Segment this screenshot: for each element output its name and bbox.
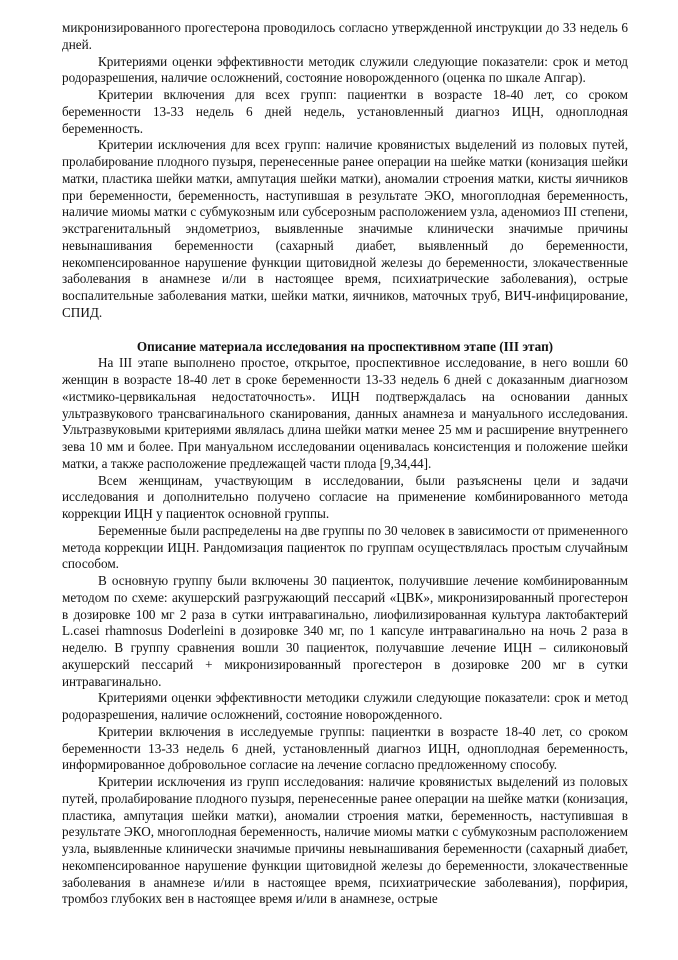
- paragraph-exclusion-criteria: Критерии исключения для всех групп: наличие кровянистых выделений из половых путей, пролабирование плодного пузыря, перенесенные ранее операции на шейке матки (конизация шейки матки, пластика шейки матки, ампутация шейки матки), аномалии строения матки, кисты яичников при беременности, беременность, наступившая в результате ЭКО, многоплодная беременность, наличие миомы матки с субмукозным или субсерозным расположением узла, аденомиоз III степени, экстрагенитальный эндометриоз, выявленные значимые клинически значимые причины невынашивания беременности (сахарный диабет, выявленный до беременности, некомпенсированное нарушение функции щитовидной железы до беременности, злокачественные заболевания в анамнезе и/ли в настоящее время, психиатрические заболевания), острые воспалительные заболевания матки, шейки матки, яичников, маточных труб, ВИЧ-инфицирование, СПИД.: [62, 137, 628, 320]
- paragraph-consent: Всем женщинам, участвующим в исследовании, были разъяснены цели и задачи исследования и дополнительно получено согласие на применение комбинированного метода коррекции ИЦН у пациенток основной группы.: [62, 472, 628, 521]
- paragraph-groups: В основную группу были включены 30 пациенток, получившие лечение комбинированным методом по схеме: акушерский разгружающий пессарий «ЦВК», микронизированный прогестерон в дозировке 100 мг 2 раза в сутки интравагинально, лиофилизированная культура лактобактерий L.casei rhamnosus Doderleini в дозировке 340 мг, по 1 капсуле интравагинально на ночь 2 раза в неделю. В группу сравнения вошли 30 пациенток, получавшие лечение ИЦН – силиконовый акушерский пессарий + микронизированный прогестерон в дозировке 200 мг в сутки интравагинально.: [62, 573, 628, 689]
- paragraph-method-evaluation: Критериями оценки эффективности методики служили следующие показатели: срок и метод родоразрешения, наличие осложнений, состояние новорожденного.: [62, 690, 628, 722]
- paragraph-continuation: микронизированного прогестерона проводилось согласно утвержденной инструкции до 33 недель 6 дней.: [62, 20, 628, 52]
- paragraph-randomization: Беременные были распределены на две группы по 30 человек в зависимости от примененного метода коррекции ИЦН. Рандомизация пациенток по группам осуществлялась простым случайным способом.: [62, 522, 628, 572]
- paragraph-study-description: На III этапе выполнено простое, открытое, проспективное исследование, в него вошли 60 женщин в возрасте 18-40 лет в сроке беременности 13-33 недель 6 дней с доказанным диагнозом «истмико-цервикальная недостаточность». ИЦН подтверждалась на основании данных ультразвукового трансвагинального сканирования, данных анамнеза и мануального исследования. Ультразвуковыми критериями являлась длина шейки матки менее 25 мм и расширение внутреннего зева 10 мм и более. При мануальном исследовании оценивалась консистенция и положение шейки матки, а также расположение предлежащей части плода [9,34,44].: [62, 355, 628, 471]
- paragraph-inclusion-criteria: Критерии включения для всех групп: пациентки в возрасте 18-40 лет, со сроком беременности 13-33 недель 6 дней недель, установленный диагноз ИЦН, одноплодная беременность.: [62, 87, 628, 136]
- paragraph-group-exclusion: Критерии исключения из групп исследования: наличие кровянистых выделений из половых путей, пролабирование плодного пузыря, перенесенные ранее операции на шейке матки (конизация, пластика, ампутация шейки матки), аномалии строения матки, беременность, наступившая в результате ЭКО, многоплодная беременность, наличие миомы матки с субмукозным расположением узла, выявленные клинически значимые причины невынашивания беременности (сахарный диабет, некомпенсированное нарушение функции щитовидной железы до беременности, злокачественные заболевания в анамнезе и/или в настоящее время, психиатрические заболевания), порфирия, тромбоз глубоких вен в настоящее время и/или в анамнезе, острые: [62, 774, 628, 907]
- section-heading: Описание материала исследования на проспективном этапе (III этап): [136, 338, 554, 354]
- paragraph-evaluation-criteria: Критериями оценки эффективности методик служили следующие показатели: срок и метод родоразрешения, наличие осложнений, состояние новорожденного (оценка по шкале Апгар).: [62, 53, 628, 86]
- paragraph-group-inclusion: Критерии включения в исследуемые группы: пациентки в возрасте 18-40 лет, со сроком беременности 13-33 недель 6 дней, установленный диагноз ИЦН, одноплодная беременность, информированное добровольное согласие на лечение согласно предложенному способу.: [62, 723, 628, 773]
